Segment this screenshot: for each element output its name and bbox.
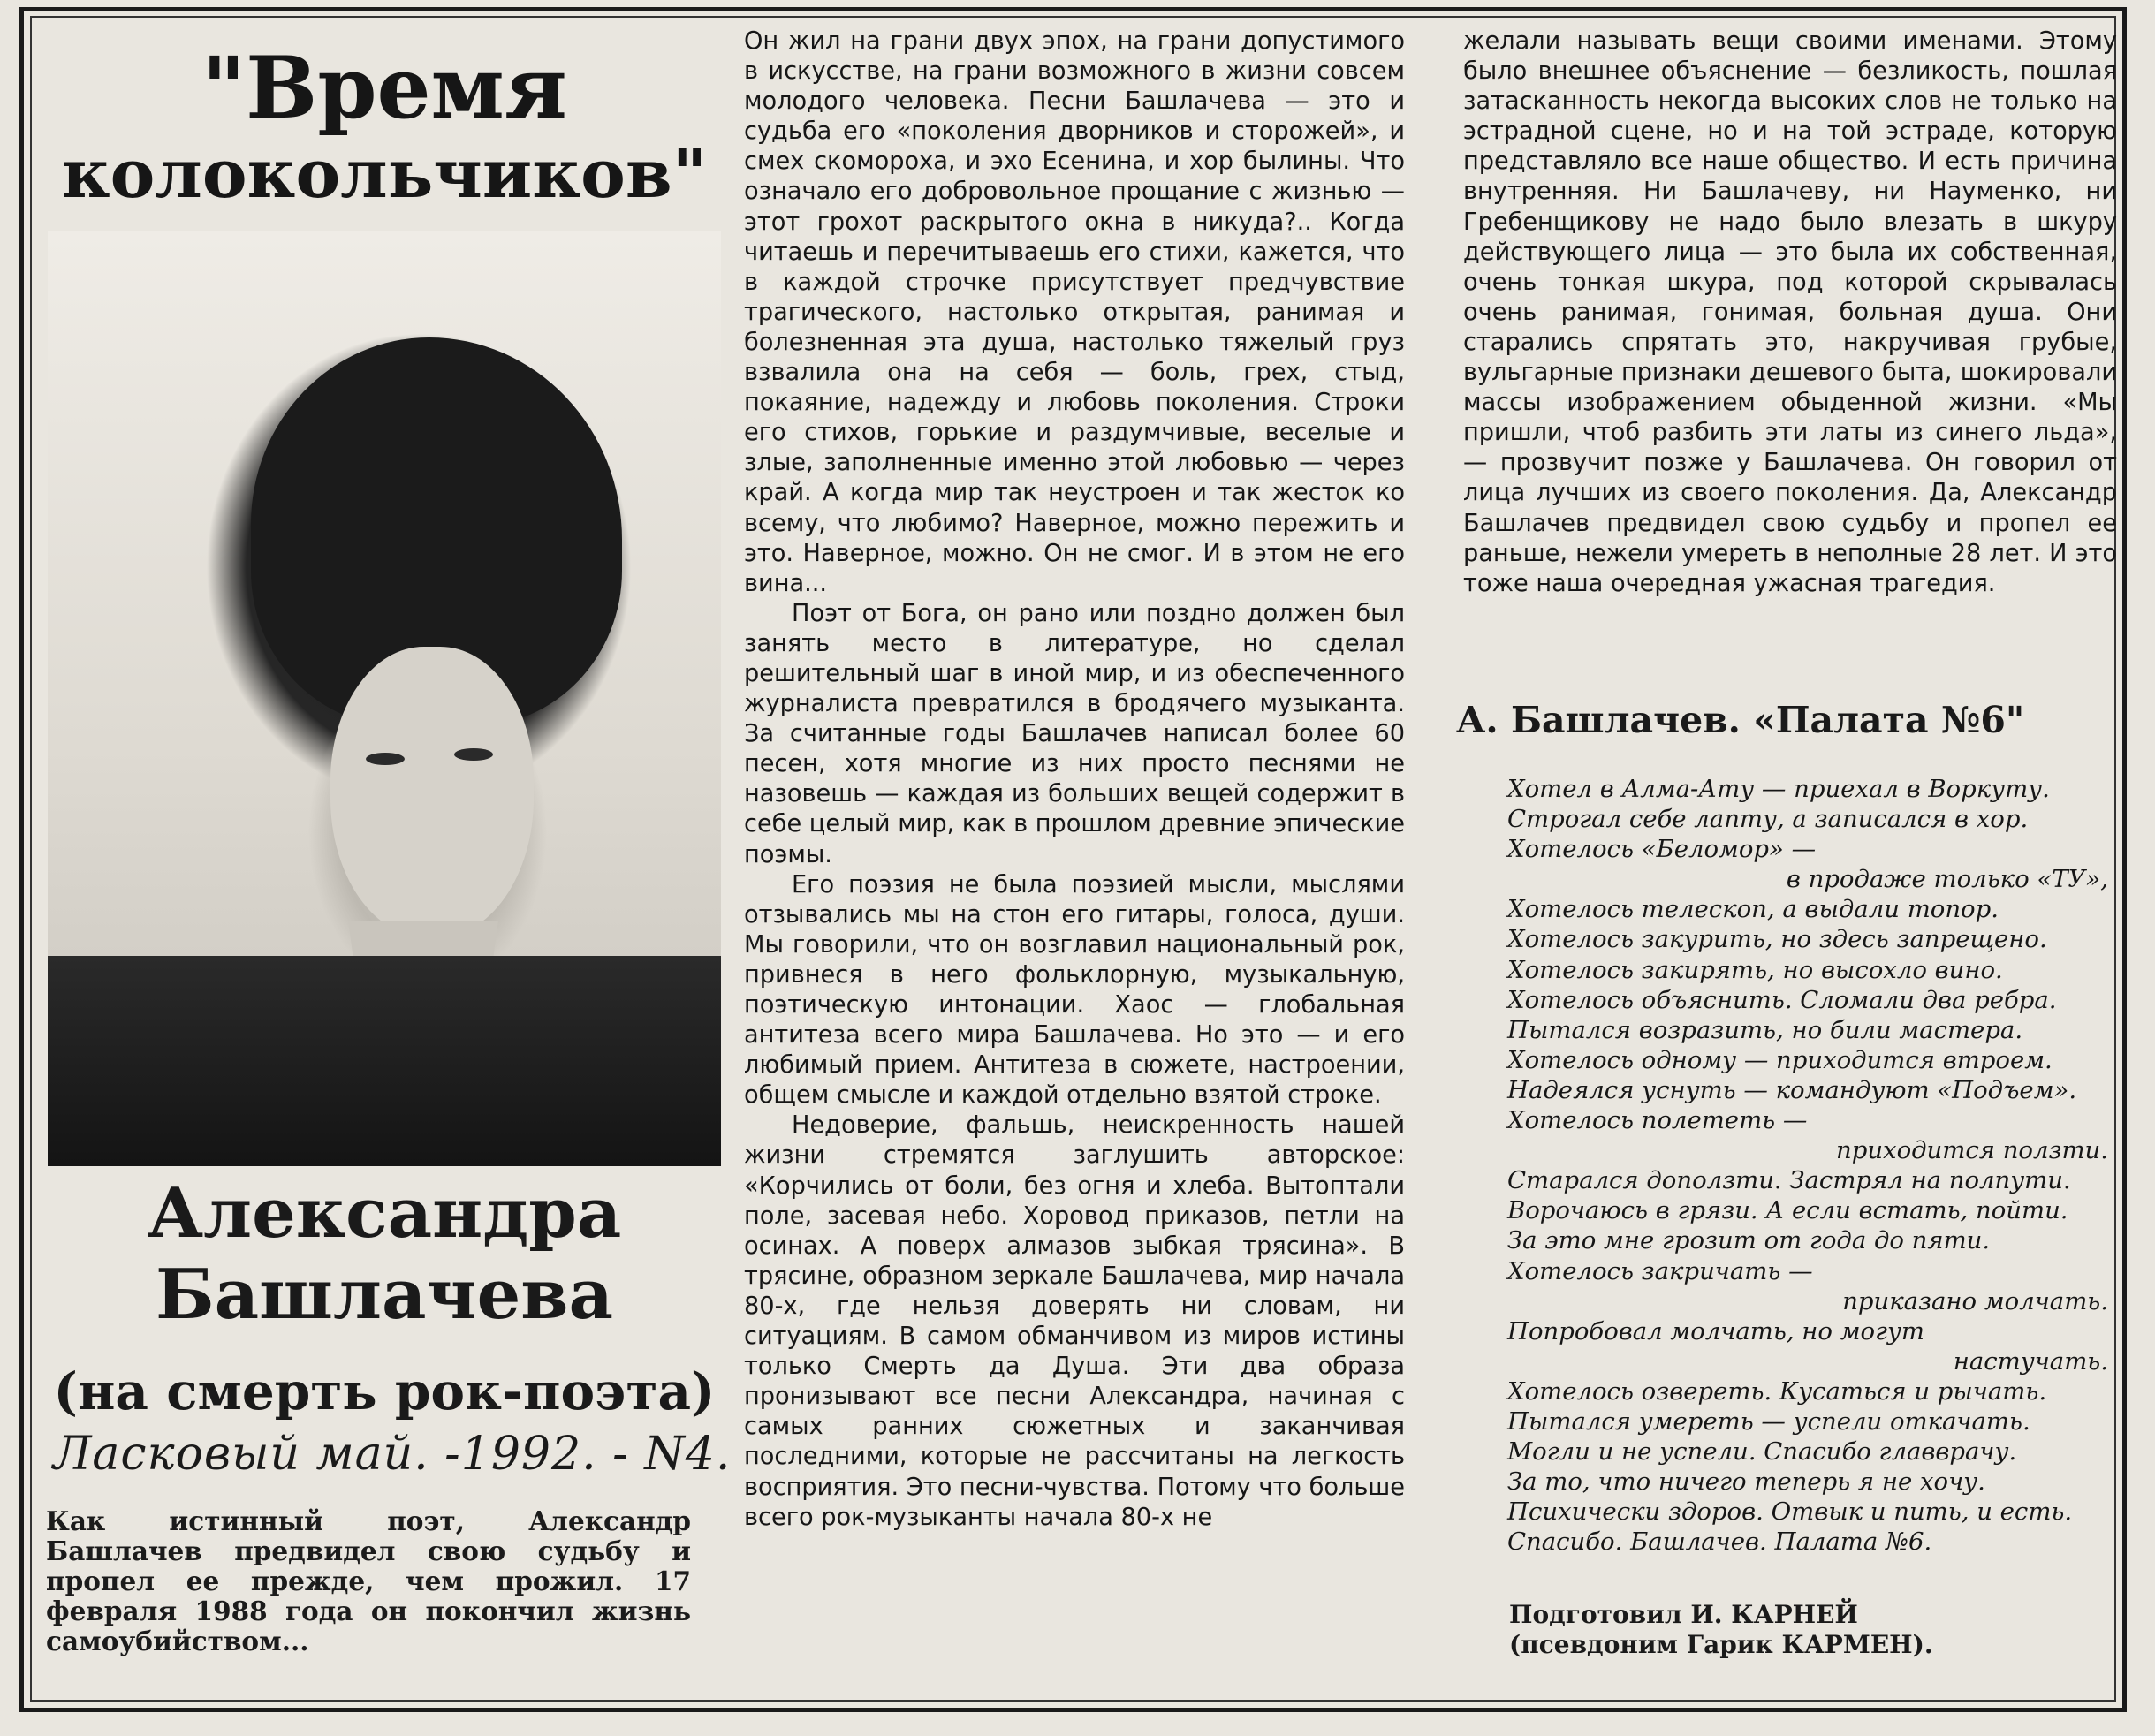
photo-face — [330, 647, 534, 938]
article-paragraph: Он жил на грани двух эпох, на грани допустимого в искусстве, на грани возможного в жизни совсем молодого человека. Песни Башлачева — это и судьба его «поколения дворников и сторожей», и смех скомороха, и эхо Есенина, и хор былины. Что означало его добровольное прощание с жизнью — этот грохот раскрытого окна в никуда?.. Когда читаешь и перечитываешь его стихи, кажется, что в каждой строчке присутствует предчувствие трагического, настолько открытая, ранимая и болезненная эта душа, настолько тяжелый груз взвалила она на себя — боль, грех, стыд, покаяние, надежду и любовь поколения. Строки его стихов, горькие и раздумчивые, веселые и злые, заполненные именно этой любовью — через край. А когда мир так неустроен и так жесток ко всему, что любимо? Наверное, можно пережить и это. Наверное, можно. Он не смог. И в этом не его вина... — [744, 27, 1405, 597]
poem-line: в продаже только «ТУ», — [1786, 865, 2108, 894]
poem-line: Хотелось «Беломор» — — [1507, 835, 1817, 864]
lead-paragraph: Как истинный поэт, Александр Башлачев предвидел свою судьбу и пропел ее прежде, чем прожил. 17 февраля 1988 года он покончил жизнь самоубийством... — [46, 1505, 691, 1656]
headline-line-2: колокольчиков" — [61, 134, 708, 213]
poem-line: За это мне грозит от года до пяти. — [1507, 1226, 1991, 1255]
poem-line: Психически здоров. Отвык и пить, и есть. — [1507, 1497, 2073, 1527]
poem-line: Пытался возразить, но били мастера. — [1507, 1015, 2023, 1044]
poem-line: Надеялся уснуть — командуют «Подъем». — [1507, 1075, 2077, 1104]
credit — [1509, 1600, 2110, 1660]
poem-line: Хотелось телескоп, а выдали топор. — [1507, 895, 1999, 924]
poem-line: За то, что ничего теперь я не хочу. — [1507, 1467, 1985, 1497]
poem-line: настучать. — [1953, 1346, 2108, 1376]
poem-line: приходится ползти. — [1836, 1136, 2108, 1165]
poem-line: Хотел в Алма-Ату — приехал в Воркуту. — [1507, 775, 2050, 803]
article-paragraph: Поэт от Бога, он рано или поздно должен был занять место в литературе, но сделал решительный шаг в иной мир, и из обеспеченного журналиста превратился в бродячего музыканта. За считанные годы Башлачев написал более 60 песен, хотя многие из них просто песнями не назовешь — каждая из больших вещей содержит в себе целый мир, как в прошлом древние эпические поэмы. — [744, 599, 1405, 868]
poem-line: Хотелось озвереть. Кусаться и рычать. — [1507, 1376, 2047, 1406]
poem-line: Старался доползти. Застрял на полпути. — [1507, 1166, 2071, 1195]
handwritten-source-note: Ласковый май. -1992. - N4. — [53, 1428, 732, 1481]
article-paragraph: Его поэзия не была поэзией мысли, мыслями отзывались мы на стон его гитары, голоса, души. Мы говорили, что он возглавил национальный рок, привнеся в него фольклорную, музыкальную, поэтическую интонации. Хаос — глобальная антитеза всего мира Башлачева. Но это — и его любимый прием. Антитеза в сюжете, настроении, общем смысле и каждой отдельно взятой строке. — [744, 870, 1405, 1110]
headline-line-1: "Время — [201, 38, 567, 138]
title-name-line-1: Александра — [147, 1173, 622, 1254]
poem-line: Спасибо. Башлачев. Палата №6. — [1507, 1528, 1932, 1557]
poem-line: Пытался умереть — успели откачать. — [1507, 1406, 2030, 1436]
poem-line: Хотелось закричать — — [1507, 1256, 1813, 1285]
poem-line: приказано молчать. — [1842, 1286, 2108, 1315]
poem-line: Строгал себе лапту, а записался в хор. — [1507, 805, 2029, 834]
poem-line: Ворочаюсь в грязи. А если встать, пойти. — [1507, 1196, 2068, 1225]
article-column-3 — [1463, 27, 2117, 599]
poem-line: Хотелось объяснить. Сломали два ребра. — [1507, 985, 2057, 1014]
poem-text — [1507, 774, 2108, 1557]
poem-line: Хотелось закурить, но здесь запрещено. — [1507, 925, 2047, 954]
poem-line: Хотелось закирять, но высохло вино. — [1507, 955, 2003, 984]
title-subtitle: (на смерть рок-поэта) — [53, 1361, 716, 1421]
article-paragraph: Недоверие, фальшь, неискренность нашей жизни стремятся заглушить авторское: «Корчились от боли, без огня и хлеба. Вытоптали поле, засевая небо. Хоровод приказов, петли на осинах. А поверх алмазов зыбкая трясина». В трясине, образном зеркале Башлачева, мир начала 80-х, где нельзя доверять ни словам, ни ситуациям. В самом обманчивом из миров истины только Смерть да Душа. Эти два образа пронизывают все песни Александра, начиная с самых ранних сюжетных и заканчивая последними, которые не рассчитаны на легкость восприятия. Это песни-чувства. Потому что больше всего рок-музыканты начала 80-х не — [744, 1111, 1405, 1531]
poem-line: Могли и не успели. Спасибо главврачу. — [1507, 1437, 2017, 1467]
poem-line: Попробовал молчать, но могут — [1507, 1316, 1924, 1346]
portrait-photo — [48, 231, 721, 1166]
title-name-line-2: Башлачева — [155, 1255, 613, 1335]
poem-line: Хотелось одному — приходится втроем. — [1507, 1045, 2053, 1074]
credit-line-2: (псевдоним Гарик КАРМЕН). — [1509, 1630, 1933, 1659]
photo-shirt — [48, 956, 721, 1166]
poem-title: А. Башлачев. «Палата №6" — [1456, 699, 2025, 741]
credit-line-1: Подготовил И. КАРНЕЙ — [1509, 1600, 1858, 1629]
poem-line: Хотелось полететь — — [1507, 1106, 1808, 1135]
article-paragraph: желали называть вещи своими именами. Этому было внешнее объяснение — безликость, пошлая затасканность некогда высоких слов не только на эстрадной сцене, но и на той эстраде, которую представляло все наше общество. И есть причина внутренняя. Ни Башлачеву, ни Науменко, ни Гребенщикову не надо было влезать в шкуру действующего лица — это была их собственная, очень тонкая шкура, под которой скрывалась очень ранимая, гонимая, больная душа. Они старались спрятать это, накручивая грубые, вульгарные признаки дешевого быта, шокировали массы изображением обыденной жизни. «Мы пришли, чтоб разбить эти латы из синего льда», — прозвучит позже у Башлачева. Он говорил от лица лучших из своего поколения. Да, Александр Башлачев предвидел свою судьбу и пропел ее раньше, нежели умереть в неполные 28 лет. И это тоже наша очередная ужасная трагедия. — [1463, 27, 2117, 597]
article-column-2 — [744, 27, 1405, 1533]
